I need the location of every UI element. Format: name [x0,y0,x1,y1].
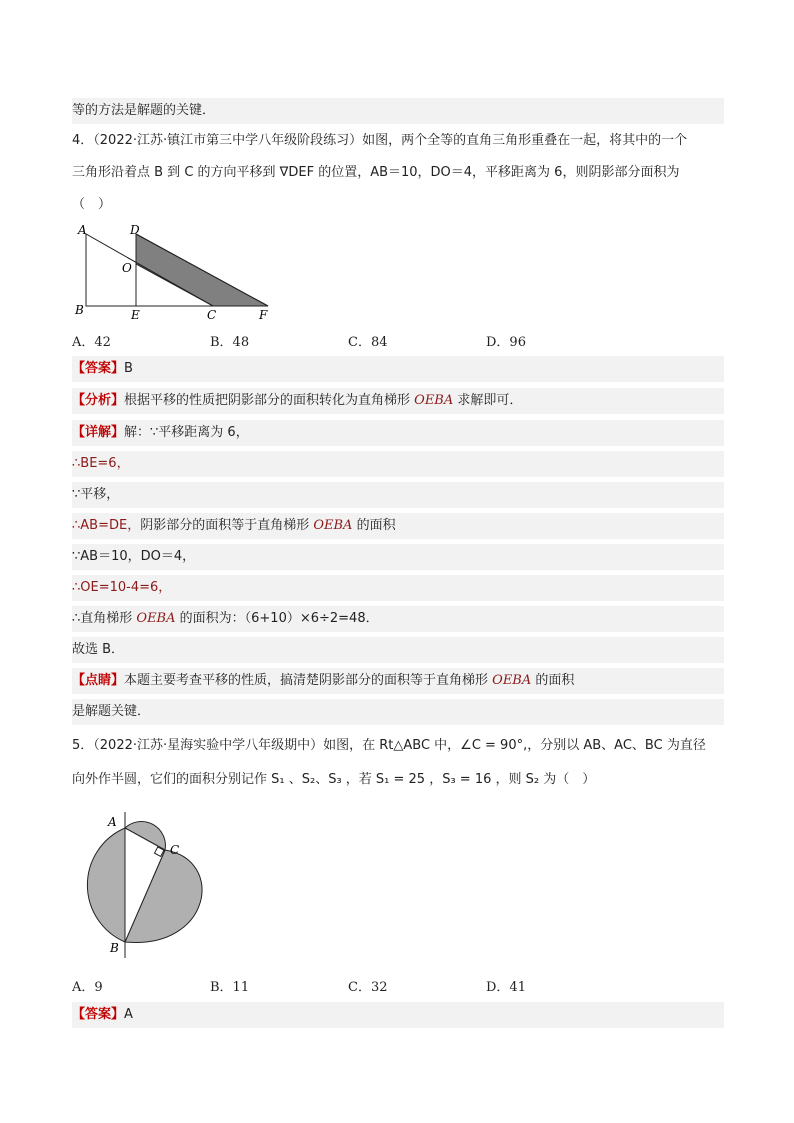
detail-text-4d: 的面积 [352,518,396,533]
answer-tag: 【答案】 [72,361,125,376]
detail-term-4: OEBA [313,518,353,533]
previous-solution-text: 等的方法是解题的关键． [72,103,216,118]
q4-detail-row-3 [72,482,724,508]
q4-analysis-row [72,388,724,414]
q5-choice-a: A．9 [72,980,103,995]
q4-detail-row-2 [72,451,724,477]
analysis-text: 根据平移的性质把阴影部分的面积转化为直角梯形 [124,393,415,408]
q4-detail-row-6 [72,575,724,601]
detail-text-4a: ∴AB=DE， [72,518,141,533]
q5-choice-d: D．41 [486,980,526,995]
detail-text-4b: 阴影部分的面积等于直角梯形 [140,518,314,533]
detail-term-7: OEBA [136,611,176,626]
comment-term: OEBA [492,673,532,688]
detail-text-7c: 的面积为：（6+10）×6÷2=48． [175,611,379,626]
q4-choice-c: C．84 [348,335,388,350]
label-D: D [130,223,140,237]
question-4-line-3: （ ） [72,197,112,212]
question-4-line-1: 4．（2022·江苏·镇江市第三中学八年级阶段练习）如图，两个全等的直角三角形重叠在一起，将其中的一个 [72,133,688,148]
label-A: A [78,223,87,237]
label-E: E [131,308,140,322]
detail-text-1: 解：∵平移距离为 6， [124,425,249,440]
answer-value: B [124,361,133,376]
label-C: C [170,843,180,857]
q4-detail-row-8 [72,637,724,663]
q5-answer-row [72,1002,724,1028]
detail-text-8: 故选 B． [72,642,125,657]
answer-value: A [124,1007,133,1022]
q4-choice-b: B．48 [210,335,250,350]
analysis-term: OEBA [414,393,454,408]
comment-tag: 【点睛】 [72,673,125,688]
label-A: A [108,815,117,829]
analysis-text-end: 求解即可． [453,393,523,408]
q5-choice-b: B．11 [210,980,250,995]
detail-text-5: ∵AB＝10，DO＝4， [72,549,196,564]
q4-choice-a: A．42 [72,335,111,350]
semicircle-ab [87,828,125,942]
question-5-figure [66,810,206,960]
comment-text-2: 是解题关键． [72,704,151,719]
q4-choice-d: D．96 [486,335,526,350]
label-B: B [110,941,119,955]
q4-detail-row-1 [72,420,724,446]
q4-detail-row-7 [72,606,724,632]
question-4-figure [72,222,282,322]
comment-text-end: 的面积 [531,673,575,688]
previous-solution-tail [72,98,724,124]
detail-text-3: ∵平移， [72,487,120,502]
label-B: B [75,303,84,317]
detail-text-7a: ∴直角梯形 [72,611,137,626]
analysis-tag: 【分析】 [72,393,125,408]
q4-comment-row-2 [72,699,724,725]
label-F: F [259,308,268,322]
question-5-line-2: 向外作半圆，它们的面积分别记作 S₁ 、S₂、S₃ ，若 S₁ = 25 ，S₃ = 16 ，则 S₂ 为（ ） [72,772,596,787]
detail-tag: 【详解】 [72,425,125,440]
detail-text-6: ∴OE=10-4=6， [72,580,172,595]
q4-detail-row-5 [72,544,724,570]
comment-text: 本题主要考查平移的性质，搞清楚阴影部分的面积等于直角梯形 [124,673,493,688]
q4-answer-row [72,356,724,382]
question-4-line-2: 三角形沿着点 B 到 C 的方向平移到 ∇DEF 的位置，AB＝10，DO＝4，平移距离为 6，则阴影部分面积为 [72,165,680,180]
q4-comment-row [72,668,724,694]
answer-tag: 【答案】 [72,1007,125,1022]
label-O: O [122,261,132,275]
question-5-line-1: 5．（2022·江苏·星海实验中学八年级期中）如图，在 Rt△ABC 中，∠C = 90°,，分别以 AB、AC、BC 为直径 [72,738,706,753]
label-C: C [207,308,217,322]
q5-choice-c: C．32 [348,980,388,995]
detail-text-2: ∴BE=6， [72,456,130,471]
q4-detail-row-4 [72,513,724,539]
